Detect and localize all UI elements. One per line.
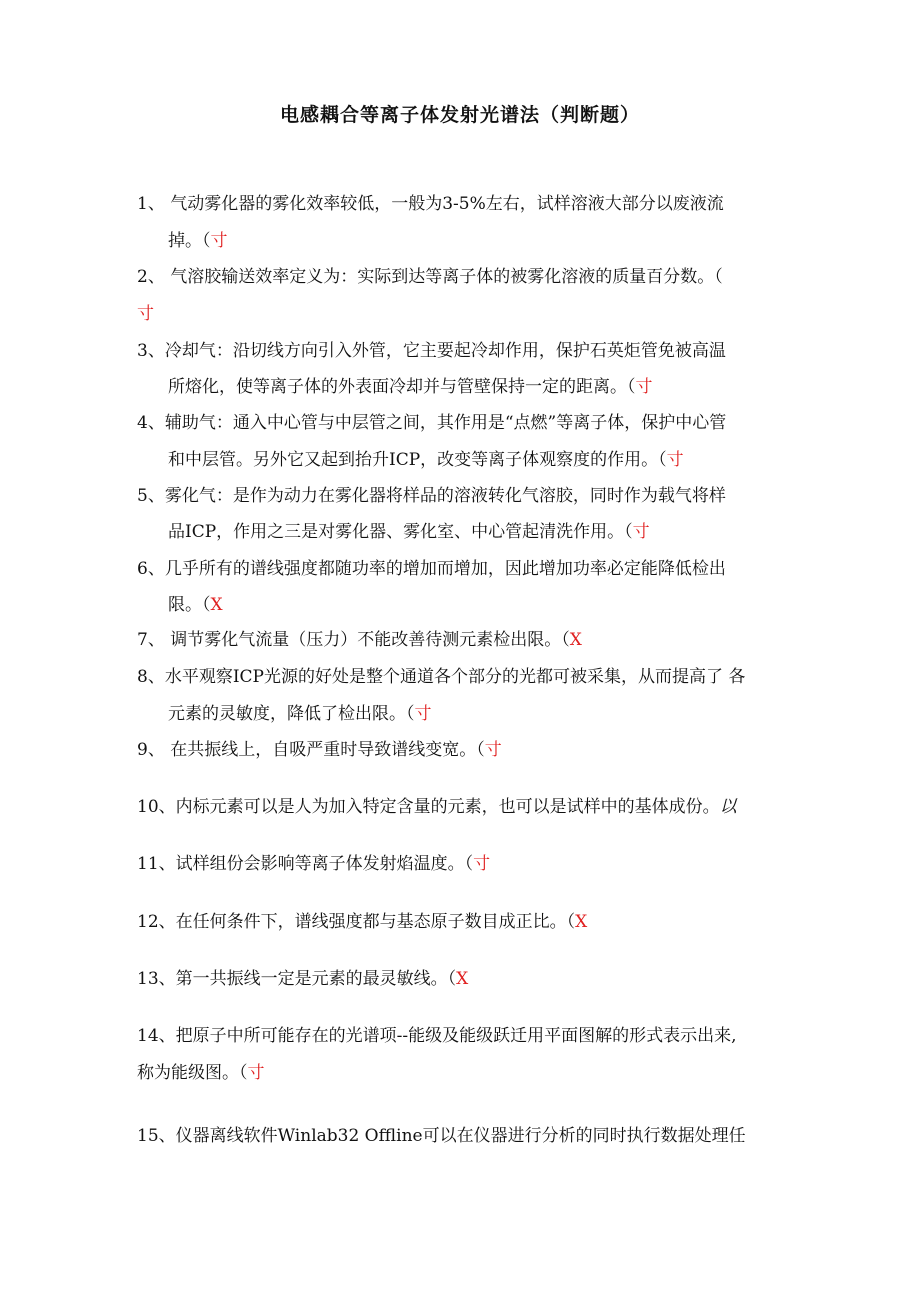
question-9-line-1: 9、 在共振线上，自吸严重时导致谱线变宽。（寸 [137,740,502,760]
answer-mark: 寸 [473,854,491,874]
page-title: 电感耦合等离子体发射光谱法（判断题） [279,104,640,126]
question-8-line-2: 元素的灵敏度，降低了检出限。（寸 [168,704,432,724]
question-8-line-1: 8、水平观察ICP光源的好处是整个通道各个部分的光都可被采集，从而提高了 各 [137,667,746,687]
question-14-line-1: 14、把原子中所可能存在的光谱项--能级及能级跃迁用平面图解的形式表示出来, [137,1026,737,1046]
answer-mark: 寸 [666,450,684,470]
answer-mark: 寸 [635,377,653,397]
question-3-line-2: 所熔化，使等离子体的外表面冷却并与管壁保持一定的距离。（寸 [168,377,653,397]
question-5-line-1: 5、雾化气：是作为动力在雾化器将样品的溶液转化气溶胶，同时作为载气将样 [137,486,726,506]
answer-mark: 寸 [247,1063,265,1083]
question-6-line-1: 6、几乎所有的谱线强度都随功率的增加而增加，因此增加功率必定能降低检出 [137,559,726,579]
answer-mark: X [210,595,223,615]
question-13-line-1: 13、第一共振线一定是元素的最灵敏线。（X [137,969,469,989]
question-15-line-1: 15、仪器离线软件Winlab32 Offline可以在仪器进行分析的同时执行数据处理任 [137,1126,746,1146]
answer-mark: X [575,912,588,932]
question-3-line-1: 3、冷却气：沿切线方向引入外管，它主要起冷却作用，保护石英炬管免被高温 [137,341,726,361]
question-14-line-2: 称为能级图。（寸 [137,1063,265,1083]
answer-mark: 寸 [210,231,228,251]
question-5-line-2: 品ICP，作用之三是对雾化器、雾化室、中心管起清洗作用。（寸 [168,522,650,542]
answer-mark: X [456,969,469,989]
question-4-line-2: 和中层管。另外它又起到抬升ICP，改变等离子体观察度的作用。（寸 [168,450,684,470]
question-1-line-2: 掉。（寸 [168,231,228,251]
answer-mark: 寸 [632,522,650,542]
question-6-line-2: 限。（X [168,595,223,615]
answer-mark: 寸 [484,740,502,760]
answer-mark: 寸 [414,704,432,724]
question-12-line-1: 12、在任何条件下，谱线强度都与基态原子数目成正比。（X [137,912,588,932]
question-2-line-2 [137,302,154,326]
question-1-line-1: 1、 气动雾化器的雾化效率较低，一般为3-5%左右，试样溶液大部分以废液流 [137,194,724,214]
answer-mark: 寸 [137,304,154,324]
answer-mark: 以 [719,797,737,817]
question-10-line-1: 10、内标元素可以是人为加入特定含量的元素，也可以是试样中的基体成份。以 [137,797,737,817]
question-7-line-1: 7、 调节雾化气流量（压力）不能改善待测元素检出限。（X [137,630,582,650]
question-2-line-1: 2、 气溶胶输送效率定义为：实际到达等离子体的被雾化溶液的质量百分数。（ [137,267,723,287]
question-11-line-1: 11、试样组份会影响等离子体发射焰温度。（寸 [137,854,491,874]
question-4-line-1: 4、辅助气：通入中心管与中层管之间，其作用是“点燃”等离子体，保护中心管 [137,413,727,433]
answer-mark: X [569,630,582,650]
